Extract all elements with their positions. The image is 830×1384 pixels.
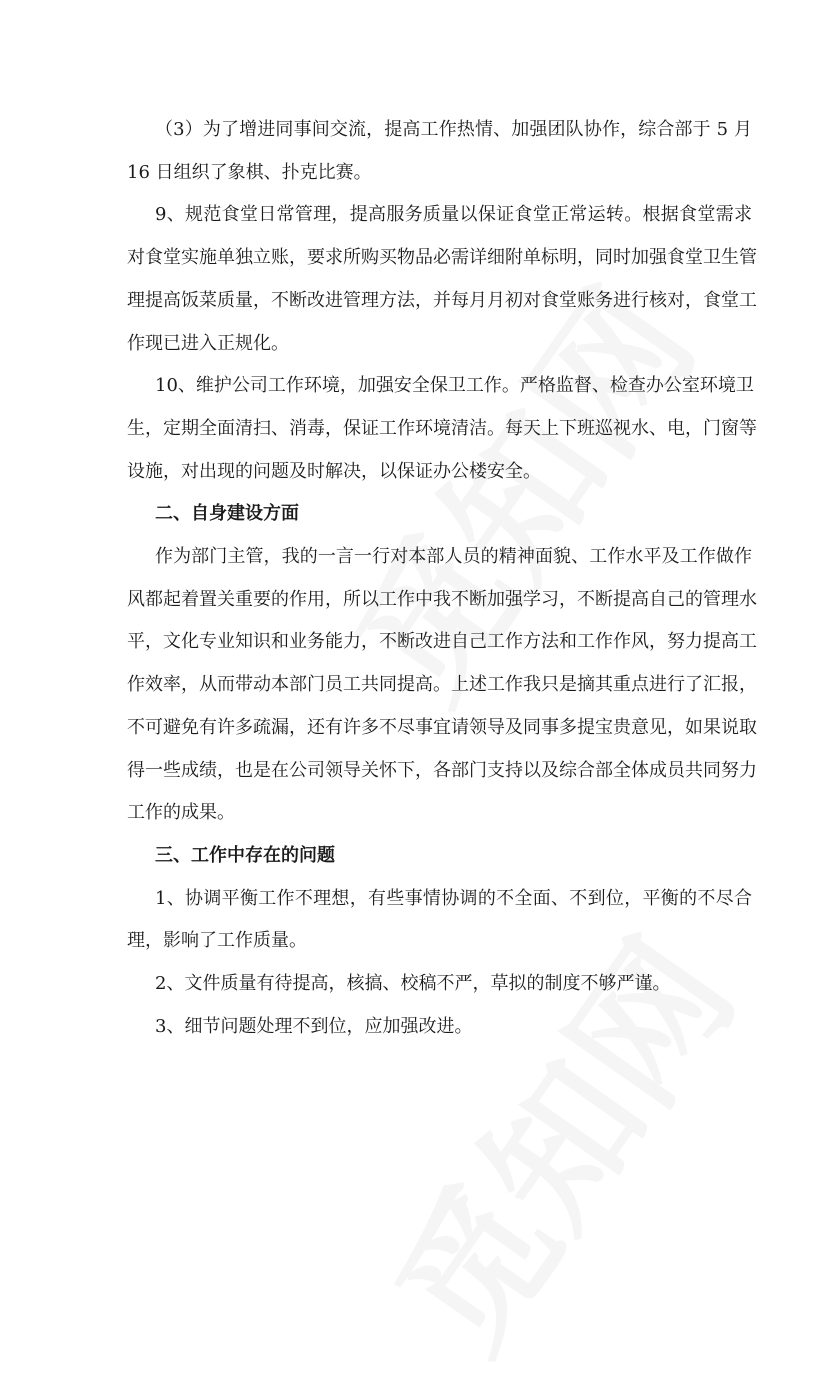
paragraph-line: 理提高饭菜质量，不断改进管理方法，并每月月初对食堂账务进行核对，食堂工 bbox=[127, 289, 757, 311]
paragraph-line: 对食堂实施单独立账，要求所购买物品必需详细附单标明，同时加强食堂卫生管 bbox=[127, 247, 757, 269]
paragraph-line: 10、维护公司工作环境，加强安全保卫工作。严格监督、检查办公室环境卫 bbox=[155, 375, 754, 397]
watermark bbox=[337, 892, 772, 1384]
paragraph-line: 9、规范食堂日常管理，提高服务质量以保证食堂正常运转。根据食堂需求 bbox=[155, 204, 752, 226]
paragraph-line: 作效率，从而带动本部门员工共同提高。上述工作我只是摘其重点进行了汇报， bbox=[127, 674, 757, 696]
paragraph-line: （3）为了增进同事间交流，提高工作热情、加强团队协作，综合部于 5 月 bbox=[155, 119, 752, 140]
paragraph-line: 2、文件质量有待提高，核搞、校稿不严，草拟的制度不够严谨。 bbox=[155, 973, 671, 994]
paragraph-line: 作现已进入正规化。 bbox=[127, 332, 289, 354]
paragraph-line: 理，影响了工作质量。 bbox=[127, 930, 307, 952]
paragraph-line: 工作的成果。 bbox=[127, 802, 235, 824]
watermark bbox=[297, 242, 732, 735]
paragraph-line: 得一些成绩，也是在公司领导关怀下，各部门支持以及综合部全体成员共同努力 bbox=[127, 759, 757, 781]
paragraph-line: 不可避免有许多疏漏，还有许多不尽事宜请领导及同事多提宝贵意见，如果说取 bbox=[127, 716, 757, 738]
paragraph-line: 风都起着置关重要的作用，所以工作中我不断加强学习，不断提高自己的管理水 bbox=[127, 588, 757, 610]
paragraph-line: 作为部门主管，我的一言一行对本部人员的精神面貌、工作水平及工作做作 bbox=[155, 546, 752, 567]
paragraph-line: 1、协调平衡工作不理想，有些事情协调的不全面、不到位，平衡的不尽合 bbox=[155, 887, 752, 909]
section-heading: 二、自身建设方面 bbox=[155, 503, 299, 525]
paragraph-line: 平，文化专业知识和业务能力，不断改进自己工作方法和工作作风，努力提高工 bbox=[127, 631, 757, 653]
paragraph-line: 3、细节问题处理不到位，应加强改进。 bbox=[155, 1015, 473, 1037]
paragraph-line: 生，定期全面清扫、消毒，保证工作环境清洁。每天上下班巡视水、电，门窗等 bbox=[127, 417, 757, 439]
paragraph-line: 设施，对出现的问题及时解决，以保证办公楼安全。 bbox=[127, 460, 541, 482]
paragraph-line: 16 日组织了象棋、扑克比赛。 bbox=[127, 161, 372, 183]
section-heading: 三、工作中存在的问题 bbox=[155, 844, 335, 866]
